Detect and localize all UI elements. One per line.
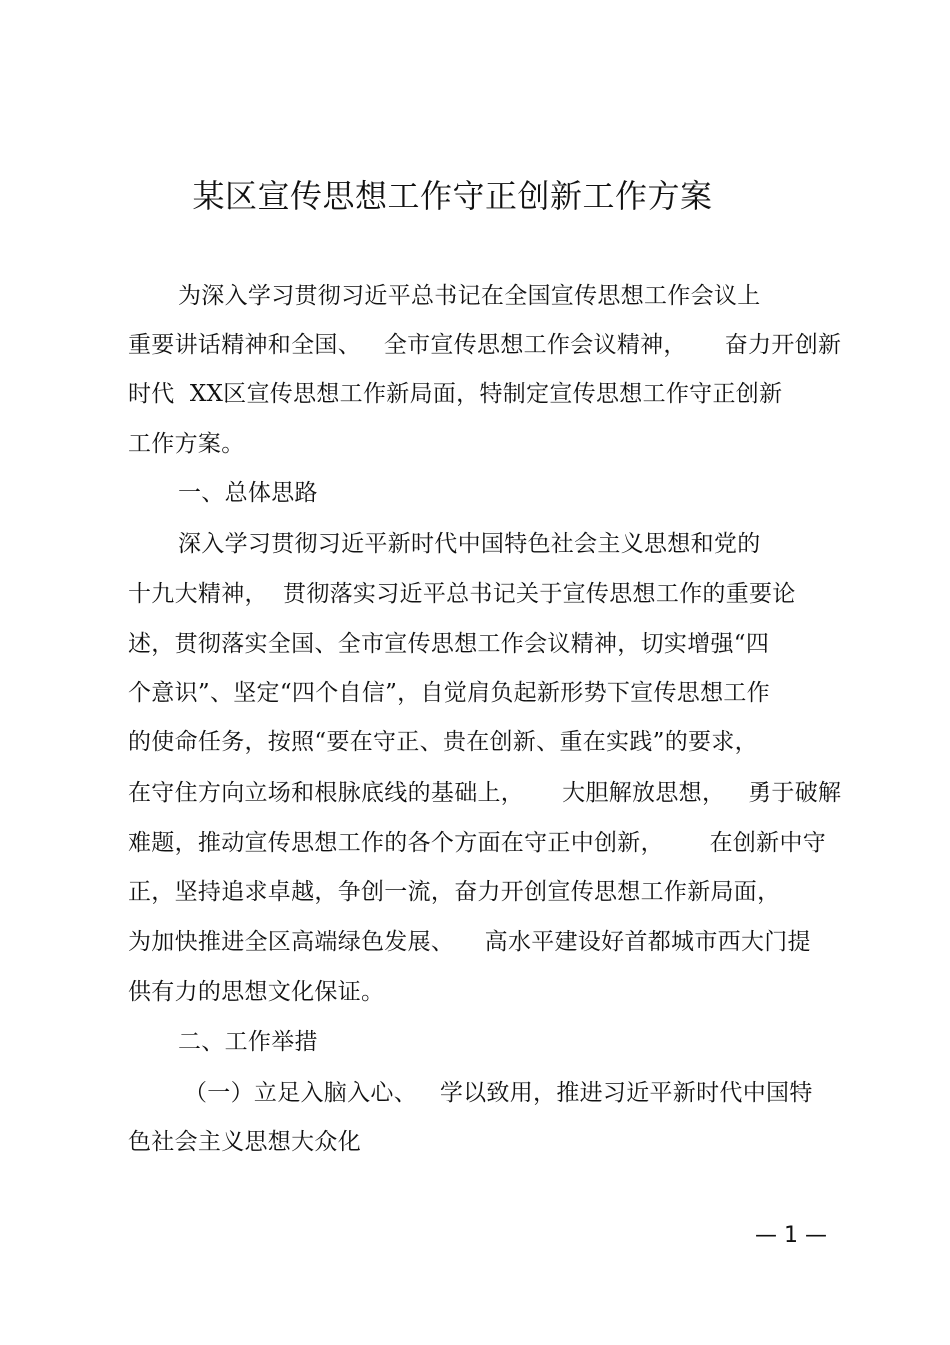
document-title: 某区宣传思想工作守正创新工作方案 [192,177,713,215]
body-line: 难题，推动宣传思想工作的各个方面在守正中创新， 在创新中守 [128,830,827,856]
body-line: 正，坚持追求卓越，争创一流，奋力开创宣传思想工作新局面， [128,879,781,905]
body-line: 的使命任务，按照“要在守正、贵在创新、重在实践”的要求， [128,729,758,755]
body-line: 供有力的思想文化保证。 [128,979,385,1005]
body-line: 时代 XX区宣传思想工作新局面，特制定宣传思想工作守正创新 [128,381,783,407]
body-line: 为深入学习贯彻习近平总书记在全国宣传思想工作会议上 [178,283,761,309]
body-line: 为加快推进全区高端绿色发展、 高水平建设好首都城市西大门提 [128,929,811,955]
body-line: 十九大精神， 贯彻落实习近平总书记关于宣传思想工作的重要论 [128,581,796,607]
subsection-heading: （一）立足入脑入心、 学以致用，推进习近平新时代中国特 [184,1080,813,1106]
body-line: 在守住方向立场和根脉底线的基础上， 大胆解放思想， 勇于破解 [128,780,842,806]
section-heading: 二、工作举措 [178,1029,318,1055]
page-number: — 1 — [755,1223,827,1248]
body-line: 工作方案。 [128,431,245,457]
body-line: 述，贯彻落实全国、全市宣传思想工作会议精神，切实增强“四 [128,631,770,657]
body-line: 个意识”、坚定“四个自信”，自觉肩负起新形势下宣传思想工作 [128,680,770,706]
subsection-heading-continued: 色社会主义思想大众化 [128,1129,361,1155]
body-line: 重要讲话精神和全国、 全市宣传思想工作会议精神， 奋力开创新 [128,332,842,358]
section-heading: 一、总体思路 [178,480,318,506]
body-line: 深入学习贯彻习近平新时代中国特色社会主义思想和党的 [178,531,761,557]
